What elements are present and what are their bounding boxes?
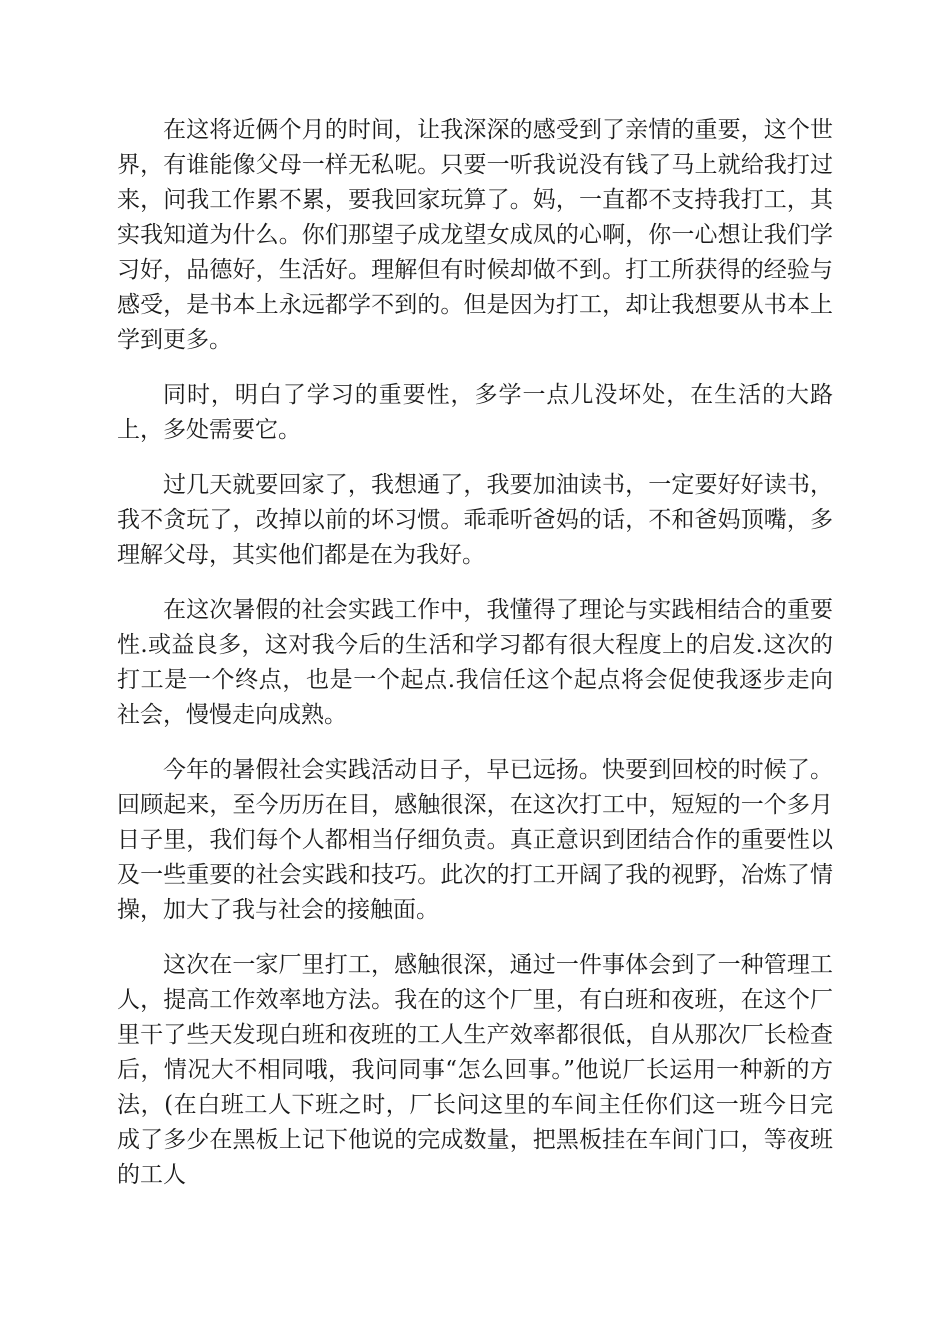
document-body (117, 113, 833, 1213)
paragraph-practice: 在这次暑假的社会实践工作中，我懂得了理论与实践相结合的重要性.或益良多，这对我今后的生活和学习都有很大程度上的启发.这次的打工是一个终点，也是一个起点.我信任这个起点将会促使我逐步走向社会，慢慢走向成熟。 (117, 597, 833, 728)
paragraph-factory: 这次在一家厂里打工，感触很深，通过一件事体会到了一种管理工人，提高工作效率地方法。我在的这个厂里，有白班和夜班，在这个厂里干了些天发现白班和夜班的工人生产效率都很低，自从那次厂长检查后，情况大不相同哦，我问同事“怎么回事。”他说厂长运用一种新的方法，(在白班工人下班之时，厂长问这里的车间主任你们这一班今日完成了多少在黑板上记下他说的完成数量，把黑板挂在车间门口，等夜班的工人 (117, 952, 833, 1188)
paragraph-summer-review: 今年的暑假社会实践活动日子，早已远扬。快要到回校的时候了。回顾起来，至今历历在目，感触很深，在这次打工中，短短的一个多月日子里，我们每个人都相当仔细负责。真正意识到团结合作的重要性以及一些重要的社会实践和技巧。此次的打工开阔了我的视野，冶炼了情操，加大了我与社会的接触面。 (117, 757, 833, 923)
paragraph-family: 在这将近俩个月的时间，让我深深的感受到了亲情的重要，这个世界，有谁能像父母一样无私呢。只要一听我说没有钱了马上就给我打过来，问我工作累不累，要我回家玩算了。妈，一直都不支持我打工，其实我知道为什么。你们那望子成龙望女成凤的心啊，你一心想让我们学习好，品德好，生活好。理解但有时候却做不到。打工所获得的经验与感受，是书本上永远都学不到的。但是因为打工，却让我想要从书本上学到更多。 (117, 117, 833, 353)
paragraph-going-home: 过几天就要回家了，我想通了，我要加油读书，一定要好好读书，我不贪玩了，改掉以前的坏习惯。乖乖听爸妈的话，不和爸妈顶嘴，多理解父母，其实他们都是在为我好。 (117, 472, 833, 568)
paragraph-learning: 同时，明白了学习的重要性，多学一点儿没坏处，在生活的大路上，多处需要它。 (117, 382, 833, 443)
